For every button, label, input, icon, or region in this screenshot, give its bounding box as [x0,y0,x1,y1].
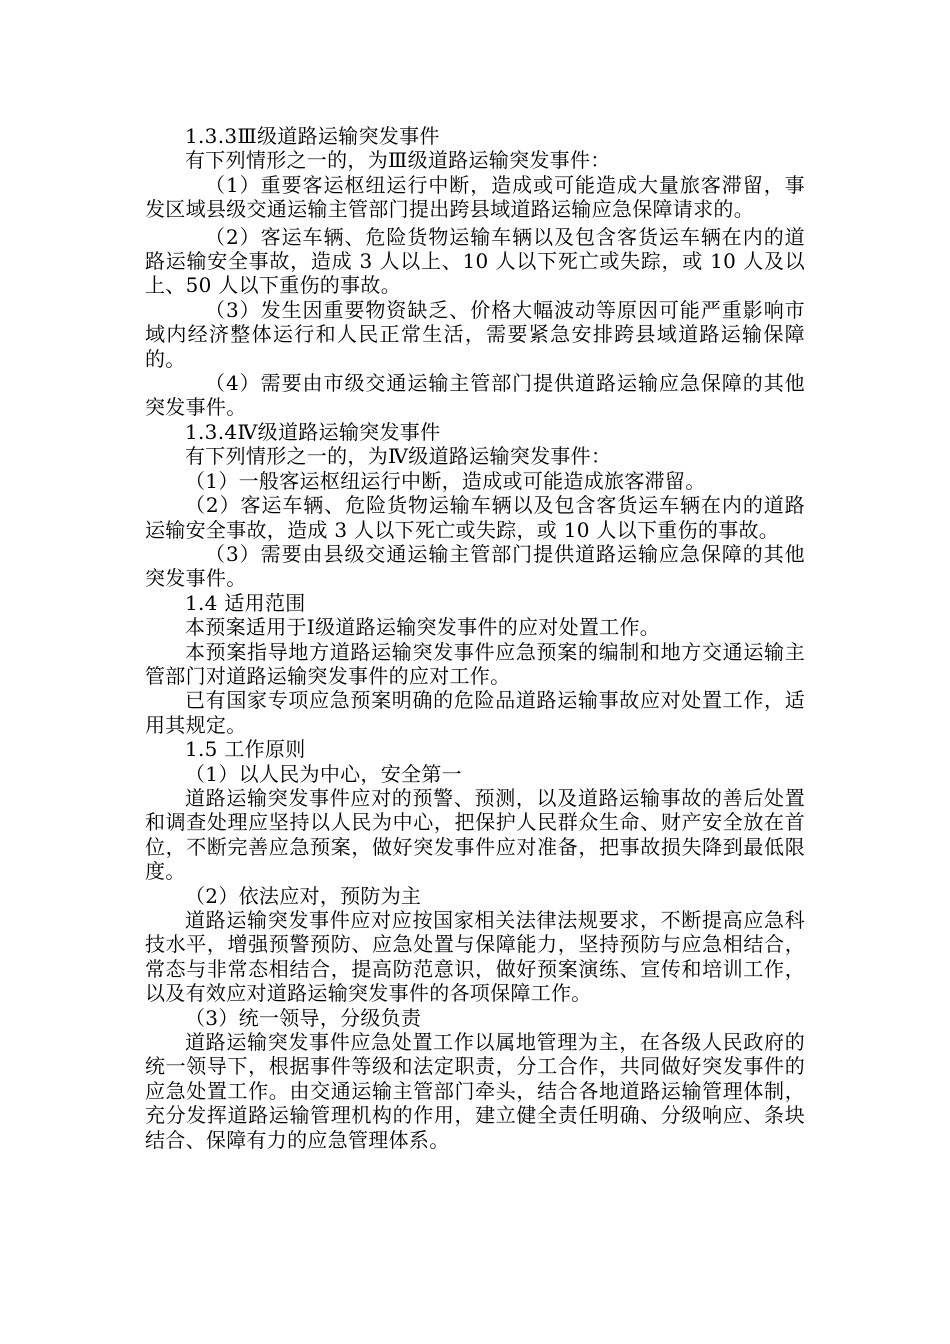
principle-heading: （3）统一领导，分级负责 [185,1005,422,1030]
paragraph: 有下列情形之一的，为Ⅲ级道路运输突发事件： [185,148,611,173]
section-heading-1-3-3: 1.3.3Ⅲ级道路运输突发事件 [185,124,440,148]
paragraph: 本预案指导地方道路运输突发事件应急预案的编制和地方交通运输主管部门对道路运输突发事件的应对工作。 [145,639,805,688]
paragraph: 道路运输突发事件应对的预警、预测，以及道路运输事故的善后处置和调查处理应坚持以人民为中心，把保护人民群众生命、财产安全放在首位，不断完善应急预案，做好突发事件应对准备，把事故损失降到最低限度。 [145,785,805,884]
list-item: （1）重要客运枢纽运行中断，造成或可能造成大量旅客滞留，事发区域县级交通运输主管部门提出跨县域道路运输应急保障请求的。 [145,172,805,222]
section-heading-1-4: 1.4 适用范围 [185,590,306,615]
section-heading-1-3-4: 1.3.4Ⅳ级道路运输突发事件 [185,419,441,444]
list-item: （2）客运车辆、危险货物运输车辆以及包含客货运车辆在内的道路运输安全事故，造成 3 人以上、10 人以下死亡或失踪，或 10 人及以上、50 人以下重伤的事故。 [145,224,805,298]
list-item: （1）一般客运枢纽运行中断，造成或可能造成旅客滞留。 [185,468,706,493]
paragraph: 已有国家专项应急预案明确的危险品道路运输事故应对处置工作，适用其规定。 [145,688,805,737]
paragraph: 道路运输突发事件应急处置工作以属地管理为主，在各级人民政府的统一领导下，根据事件等级和法定职责，分工合作，共同做好突发事件的应急处置工作。由交通运输主管部门牵头，结合各地道路运输管理体制，充分发挥道路运输管理机构的作用，建立健全责任明确、分级响应、条块结合、保障有力的应急管理体系。 [145,1030,805,1152]
paragraph: 本预案适用于Ⅰ级道路运输突发事件的应对处置工作。 [185,615,661,640]
principle-heading: （1）以人民为中心，安全第一 [185,761,462,786]
list-item: （3）发生因重要物资缺乏、价格大幅波动等原因可能严重影响市域内经济整体运行和人民正常生活，需要紧急安排跨县域道路运输保障的。 [145,297,805,371]
paragraph: 有下列情形之一的，为Ⅳ级道路运输突发事件： [185,444,612,469]
list-item: （3）需要由县级交通运输主管部门提供道路运输应急保障的其他突发事件。 [145,541,805,591]
list-item: （4）需要由市级交通运输主管部门提供道路运输应急保障的其他突发事件。 [145,371,805,420]
section-heading-1-5: 1.5 工作原则 [185,737,306,762]
paragraph: 道路运输突发事件应对应按国家相关法律法规要求，不断提高应急科技水平，增强预警预防、应急处置与保障能力，坚持预防与应急相结合，常态与非常态相结合，提高防范意识，做好预案演练、宣传和培训工作，以及有效应对道路运输突发事件的各项保障工作。 [145,908,805,1006]
principle-heading: （2）依法应对，预防为主 [185,883,422,908]
document-body [145,121,805,1152]
list-item: （2）客运车辆、危险货物运输车辆以及包含客货运车辆在内的道路运输安全事故，造成 3 人以下死亡或失踪，或 10 人以下重伤的事故。 [145,493,805,542]
